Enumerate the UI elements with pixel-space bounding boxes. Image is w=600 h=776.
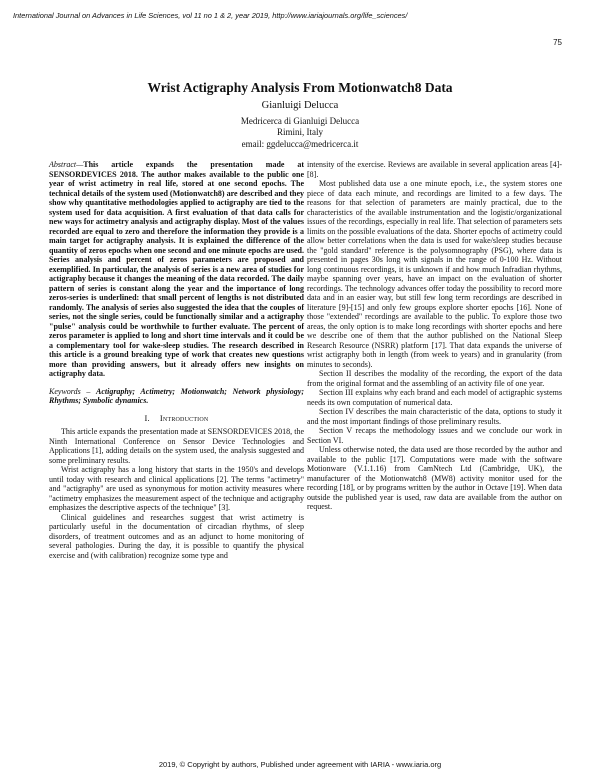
author-name: Gianluigi Delucca (261, 100, 339, 111)
author-city: Rimini, Italy (277, 127, 323, 138)
paragraph: Section V recaps the methodology issues and we conclude our work in Section VI. (307, 426, 562, 445)
paper-title: Wrist Actigraphy Analysis From Motionwatch8 Data (147, 80, 453, 95)
author-affiliation: Medricerca di Gianluigi Delucca (240, 115, 360, 126)
abstract (49, 160, 304, 379)
keywords-text: Actigraphy; Actimetry; Motionwatch; Network physiology; Rhythms; Symbolic dynamics. (49, 386, 304, 405)
keywords (49, 387, 304, 406)
section-title: Introduction (159, 412, 209, 423)
author-block (0, 100, 600, 150)
paragraph: intensity of the exercise. Reviews are available in several application areas [4]-[8]. (307, 160, 562, 179)
paragraph: Unless otherwise noted, the data used are those recorded by the author and available to the public [17]. Computations were made with the software Motionware (V.1.1.16) from CamNtech Ltd (Cambridge, UK), the manufacturer of the Motionwatch8 (MW8) activity monitor used for the recording [18], or by programs written by the author in Octave [19]. When data outside the published year is used, raw data are available from the author on request. (307, 445, 562, 511)
left-column (49, 160, 304, 560)
keywords-lead: Keywords – (49, 386, 96, 396)
paragraph: Section III explains why each brand and each model of actigraphic systems needs its own computation of numerical data. (307, 388, 562, 407)
journal-header: International Journal on Advances in Life Sciences, vol 11 no 1 & 2, year 2019, http://www.iariajournals.org/life_sciences/ (13, 11, 408, 20)
page-footer: 2019, © Copyright by authors, Published under agreement with IARIA - www.iaria.org (158, 760, 442, 769)
paragraph: Clinical guidelines and researches suggest that wrist actimetry is particularly useful in the documentation of circadian rhythms, of sleep disorders, of treatment outcomes and as an adjunct to home monitoring of several pathologies. During the day, it is possible to quantify the physical exercise and (with calibration) recognize some type and (49, 512, 304, 560)
section-heading-introduction (49, 414, 304, 424)
paragraph: Most published data use a one minute epoch, i.e., the system stores one piece of data each minute, and recordings are limited to a few days. The reasons for that selection of parameters are mainly practical, due to the characteristics of the available instrumentation and the logistic/organizational issues of the recordings, especially in real life. That selection of parameters sets limits on the possible evaluations of the data. Shorter epochs of actimetry could allow better correlations when the data is used for wake/sleep studies because the "gold standard" reference is the polysomnography (PSG), where data is presented in pages 30s long with signals in the range of 0-100 Hz. Without long continuous recordings, it is unknown if and how much Infradian rhythms, maybe spanning over years, have an impact on the evaluation of shorter recordings. The technology advances offer today the possibility to record more data and in an easier way, but still few long term recordings are described in literature [9]-[15] and only few groups explore shorter epochs [16]. None of those "extended" recordings are available to the public. To explore those two areas, the only option is to make long recordings with shorter epochs and here we describe one of them that the author published on the National Sleep Research Resource (NSRR) platform [17]. That data expands the universe of wrist actigraphy both in length (from week to years) and in granularity (from minutes to seconds). (307, 179, 562, 369)
page-number: 75 (553, 38, 562, 47)
paragraph: This article expands the presentation made at SENSORDEVICES 2018, the Ninth International Conference on Sensor Device Technologies and Applications [1], adding details on the system used, the analysis suggested and some preliminary results. (49, 427, 304, 465)
paragraph: Wrist actigraphy has a long history that starts in the 1950's and develops until today with research and clinical applications [2]. The terms "actimetry" and "actigraphy" are used as synonymous for motion activity measures where "actimetry emphasizes the measurement aspect of the technique and actigraphy emphasizes the descriptive aspects of the technique" [3]. (49, 465, 304, 512)
paragraph: Section II describes the modality of the recording, the export of the data from the original format and the assembling of an activity file of one year. (307, 369, 562, 388)
author-email: email: ggdelucca@medricerca.it (241, 138, 359, 149)
paragraph: Section IV describes the main characteristic of the data, options to study it and the most important findings of those preliminary results. (307, 407, 562, 426)
right-column (307, 160, 562, 512)
abstract-lead: Abstract— (49, 160, 84, 169)
abstract-text: This article expands the presentation made at SENSORDEVICES 2018. The author makes available to the public one year of wrist actimetry in real life, stored at one second epochs. The technical details of the system used (Motionwatch8) are described and they show why quantitative methodologies applied to actigraphy are tied to the system used for data acquisition. A first evaluation of that data calls for new ways for actimetry analysis and actigraphy display. Most of the values recorded are equal to zero and therefore the information they provide is a main target for actigraphy analysis. It is explained the difference of the quantity of zeros epochs when one second and one minute epochs are used. Series analysis and percent of zeros parameters are proposed and exemplified. In particular, the analysis of series is a new area of studies for actigraphy because it changes the meaning of the data recorded. The daily pattern of series is constant along the year and the importance of long zeros-series is underlined: that small percent of lengths is not distributed randomly. The analysis of series also suggested the idea that the couples of series, not the single series, could be functionally similar and a actigraphy "pulse" analysis could be worthwhile to further evaluate. The percent of zeros parameter is applied to long and short time intervals and it could be a complementary tool for wake-sleep studies. The research described in this article is a ground breaking type of work that creates new questions more than providing answers, but it already offers new insights on actigraphy data. (49, 160, 304, 378)
section-number: I. (144, 412, 150, 423)
